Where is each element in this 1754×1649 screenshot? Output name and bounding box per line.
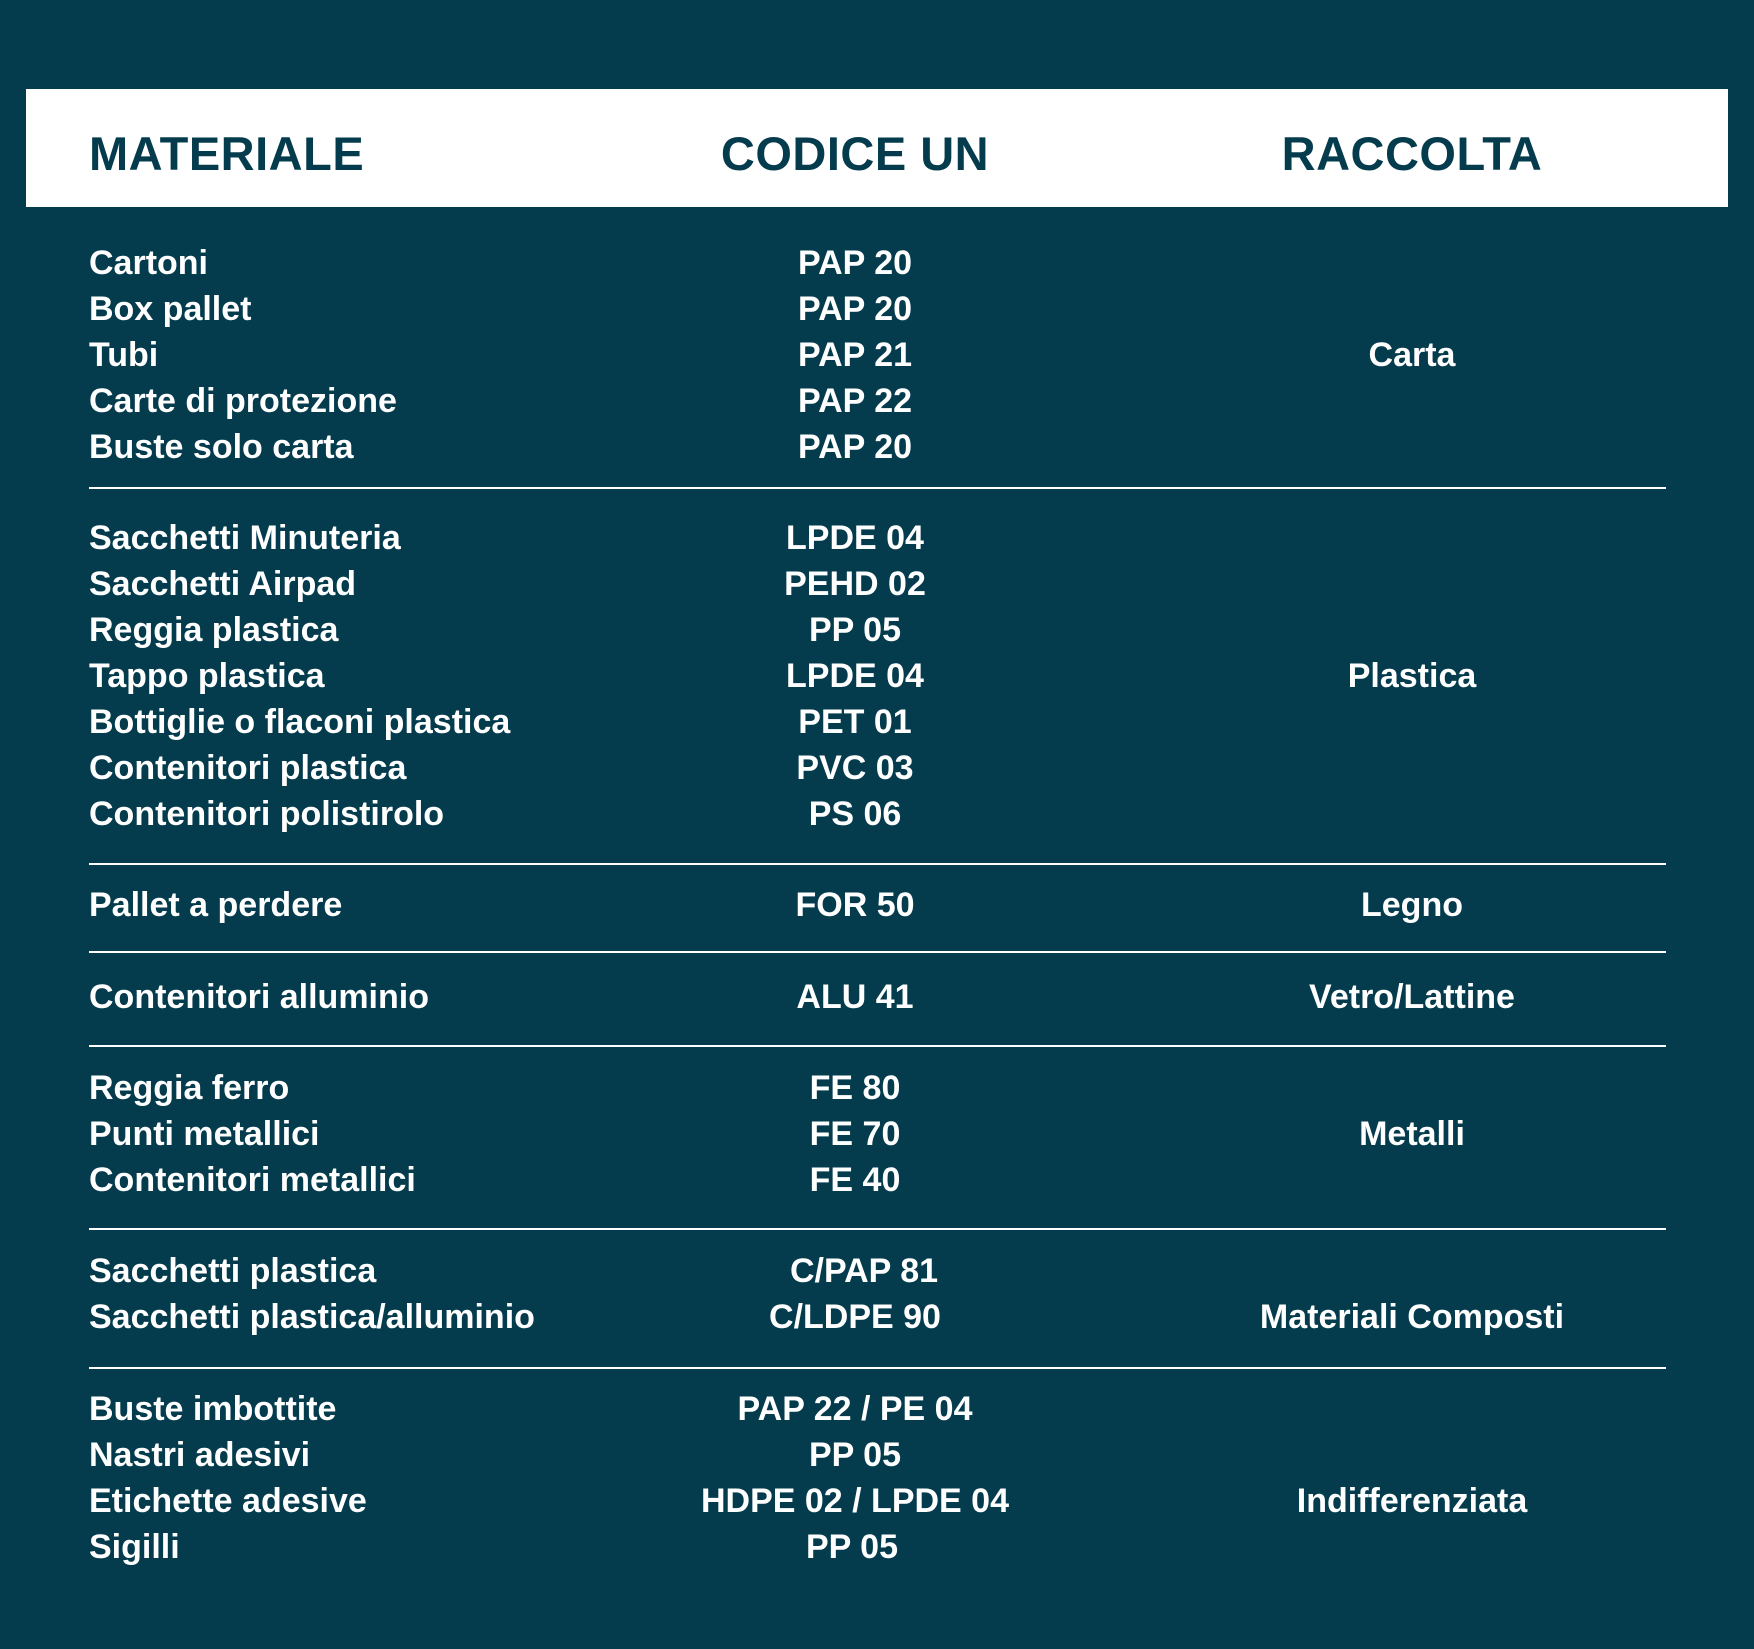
material-cell: Reggia ferro <box>89 1069 290 1107</box>
raccolta-cell-vetro-lattine: Vetro/Lattine <box>1309 978 1515 1016</box>
code-cell: PVC 03 <box>796 749 914 787</box>
table-row <box>0 1248 1754 1294</box>
table-row <box>0 424 1754 470</box>
code-cell: PAP 21 <box>797 336 913 374</box>
material-cell: Contenitori alluminio <box>89 978 429 1016</box>
code-cell: PAP 20 <box>797 244 913 282</box>
table-row <box>0 240 1754 286</box>
material-cell: Nastri adesivi <box>89 1436 311 1474</box>
material-cell: Buste imbottite <box>89 1390 337 1428</box>
group-divider <box>89 951 1666 953</box>
material-cell: Contenitori polistirolo <box>89 795 445 833</box>
raccolta-cell-metalli: Metalli <box>1359 1115 1465 1153</box>
material-cell: Buste solo carta <box>89 428 354 466</box>
table-row <box>0 515 1754 561</box>
raccolta-cell-carta: Carta <box>1368 336 1456 374</box>
material-cell: Etichette adesive <box>89 1482 367 1520</box>
code-cell: FE 70 <box>809 1115 901 1153</box>
raccolta-cell-plastica: Plastica <box>1347 657 1477 695</box>
raccolta-cell-indifferenziata: Indifferenziata <box>1296 1482 1528 1520</box>
material-cell: Punti metallici <box>89 1115 320 1153</box>
table-row <box>0 1157 1754 1203</box>
material-cell: Sacchetti plastica/alluminio <box>89 1298 535 1336</box>
group-plastica <box>0 515 1754 837</box>
column-header-materiale: MATERIALE <box>89 127 365 180</box>
material-cell: Sigilli <box>89 1528 180 1566</box>
column-header-raccolta: RACCOLTA <box>1281 127 1543 180</box>
code-cell: PP 05 <box>808 1436 902 1474</box>
code-cell: HDPE 02 / LPDE 04 <box>700 1482 1010 1520</box>
code-cell: C/LDPE 90 <box>769 1298 941 1336</box>
material-cell: Sacchetti Minuteria <box>89 519 401 557</box>
code-cell: PAP 22 <box>797 382 913 420</box>
code-cell: PAP 22 / PE 04 <box>737 1390 973 1428</box>
group-divider <box>89 1228 1666 1230</box>
raccolta-cell-materiali-composti: Materiali Composti <box>1259 1298 1565 1336</box>
group-divider <box>89 487 1666 489</box>
material-cell: Sacchetti Airpad <box>89 565 357 603</box>
code-cell: ALU 41 <box>796 978 914 1016</box>
group-divider <box>89 863 1666 865</box>
table-row <box>0 882 1754 928</box>
table-row <box>0 1111 1754 1157</box>
table-row <box>0 791 1754 837</box>
material-cell: Cartoni <box>89 244 208 282</box>
group-metalli <box>0 1065 1754 1203</box>
table-row <box>0 699 1754 745</box>
group-divider <box>89 1045 1666 1047</box>
code-cell: LPDE 04 <box>786 519 924 557</box>
code-cell: PAP 20 <box>797 428 913 466</box>
raccolta-cell-legno: Legno <box>1361 886 1463 924</box>
code-cell: PEHD 02 <box>784 565 926 603</box>
table-row <box>0 607 1754 653</box>
code-cell: PP 05 <box>808 611 902 649</box>
code-cell: FE 40 <box>809 1161 901 1199</box>
column-header-codice-un: CODICE UN <box>720 127 990 180</box>
code-cell: FE 80 <box>809 1069 901 1107</box>
material-cell: Pallet a perdere <box>89 886 343 924</box>
table-row <box>0 378 1754 424</box>
table-row <box>0 653 1754 699</box>
code-cell: FOR 50 <box>795 886 915 924</box>
code-cell: C/PAP 81 <box>789 1252 939 1290</box>
group-legno <box>0 882 1754 928</box>
material-cell: Contenitori plastica <box>89 749 407 787</box>
group-carta <box>0 240 1754 470</box>
table-row <box>0 561 1754 607</box>
table-row <box>0 286 1754 332</box>
code-cell: PET 01 <box>798 703 912 741</box>
material-cell: Tubi <box>89 336 159 374</box>
material-cell: Contenitori metallici <box>89 1161 416 1199</box>
material-cell: Sacchetti plastica <box>89 1252 377 1290</box>
table-row <box>0 1065 1754 1111</box>
material-cell: Reggia plastica <box>89 611 339 649</box>
material-cell: Tappo plastica <box>89 657 325 695</box>
table-row <box>0 1432 1754 1478</box>
table-row <box>0 745 1754 791</box>
group-divider <box>89 1367 1666 1369</box>
code-cell: LPDE 04 <box>786 657 924 695</box>
code-cell: PAP 20 <box>797 290 913 328</box>
material-cell: Carte di protezione <box>89 382 397 420</box>
table-row <box>0 1386 1754 1432</box>
table-row <box>0 1524 1754 1570</box>
table-row <box>0 332 1754 378</box>
code-cell: PP 05 <box>805 1528 899 1566</box>
material-cell: Box pallet <box>89 290 252 328</box>
code-cell: PS 06 <box>808 795 902 833</box>
material-cell: Bottiglie o flaconi plastica <box>89 703 511 741</box>
